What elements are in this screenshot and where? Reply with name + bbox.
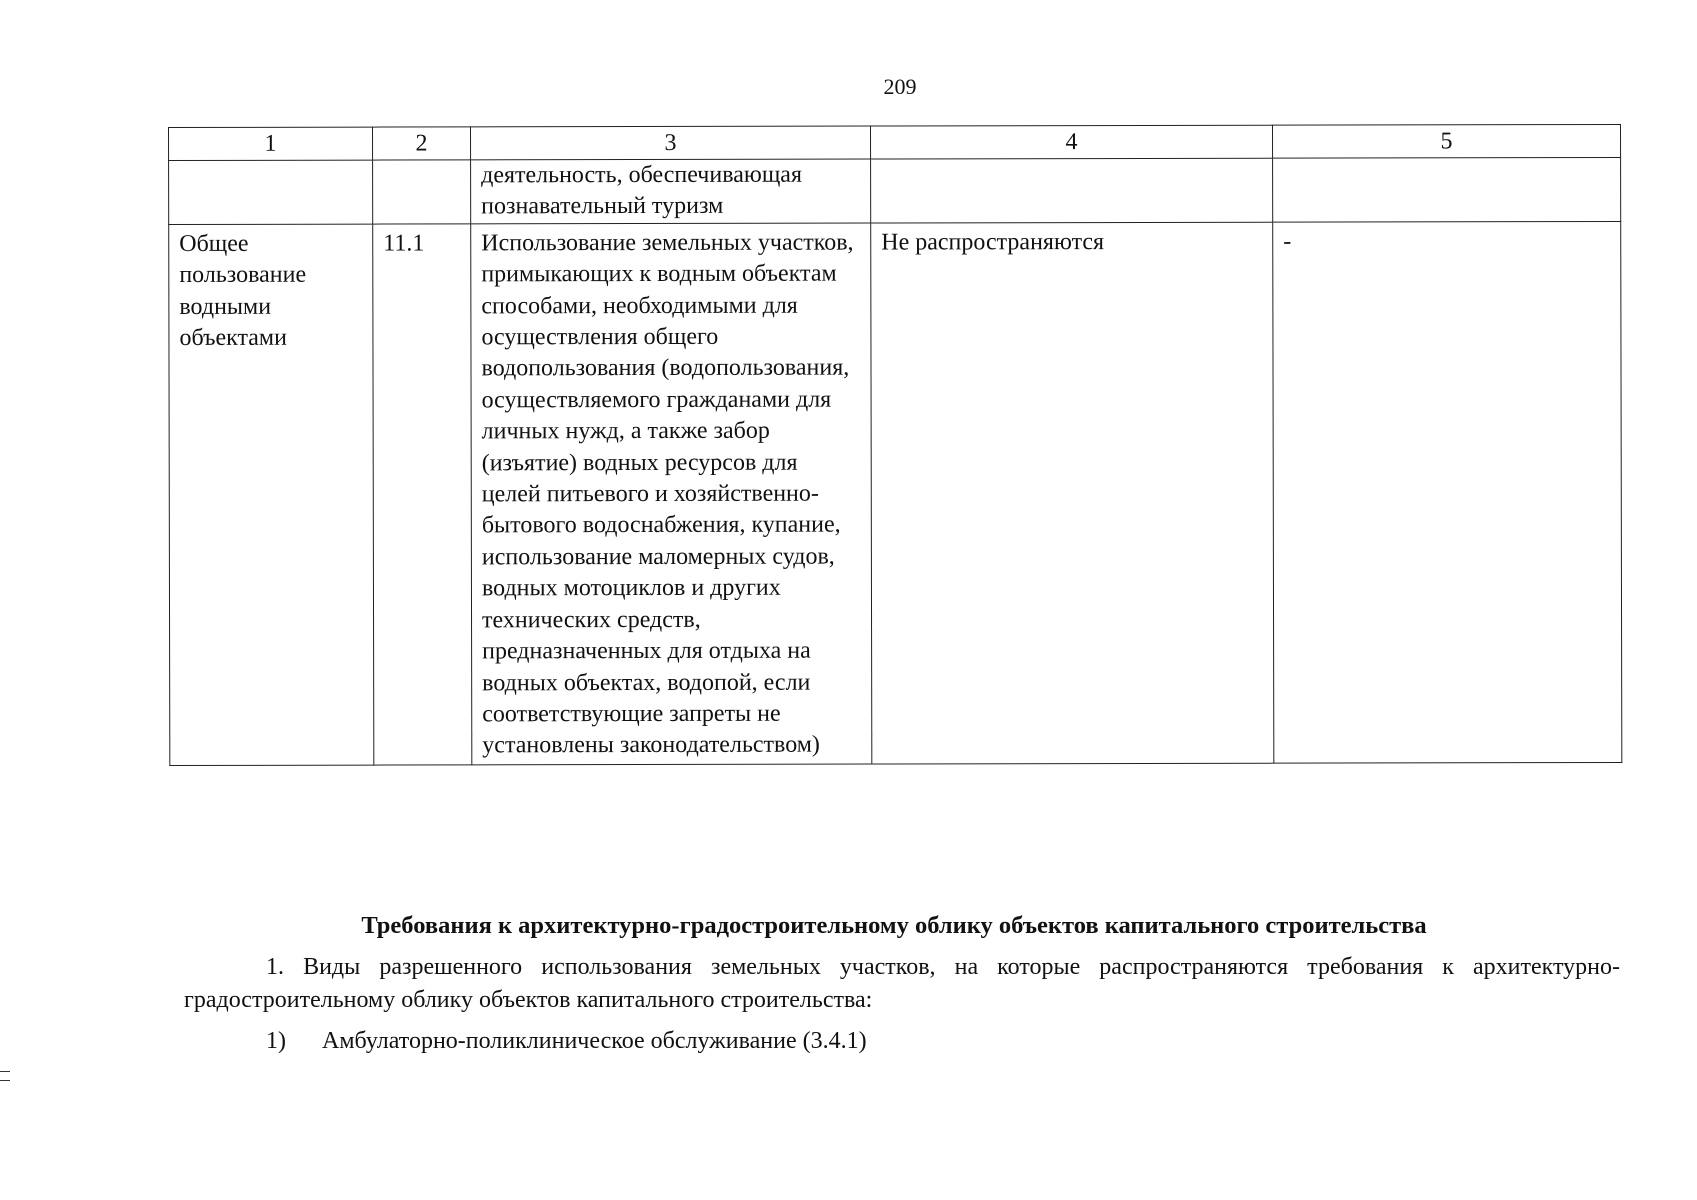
column-header-4: 4 (870, 125, 1272, 159)
cell-use-name (169, 160, 373, 224)
cell-code (373, 160, 471, 224)
cell-description: деятельность, обеспечивающая познавательный туризм (471, 159, 871, 224)
section-paragraph: 1. Виды разрешенного использования земельных участков, на которые распространяются требования к архитектурно-градостроительному облику объектов капитального строительства: (184, 954, 1620, 1013)
list-item (266, 1028, 867, 1055)
column-header-3: 3 (471, 126, 871, 160)
cell-use-name: Общее пользование водными объектами (169, 224, 374, 765)
zoning-table (168, 124, 1622, 766)
cell-parameters (871, 158, 1273, 223)
column-header-2: 2 (373, 127, 471, 160)
table-row (169, 221, 1622, 765)
cell-parameters: Не распространяются (871, 222, 1274, 764)
table-header-row (169, 124, 1621, 160)
column-header-1: 1 (169, 127, 373, 160)
margin-mark (0, 1071, 10, 1089)
cell-code: 11.1 (373, 224, 472, 765)
table-row-continued (169, 157, 1621, 224)
cell-notes (1273, 157, 1621, 222)
cell-description: Использование земельных участков, примыкающих к водным объектам способами, необходимыми для осуществления общего водопользования (водопользования, осуществляемого гражданами для личных нужд, а также забор (изъятие) водных ресурсов для целей питьевого и хозяйственно-бытового водоснабжения, купание, использование маломерных судов, водных мотоциклов и других технических средств, предназначенных для отдыха на водных объектах, водопой, если соответствующие запреты не установлены законодательством) (471, 223, 872, 765)
list-item-text: Амбулаторно-поликлиническое обслуживание (3.4.1) (322, 1028, 867, 1054)
page-number: 209 (883, 74, 917, 99)
list-item-number: 1) (266, 1028, 286, 1054)
column-header-5: 5 (1272, 124, 1620, 158)
cell-notes: - (1273, 221, 1622, 763)
section-heading: Требования к архитектурно-градостроительному облику объектов капитального строительства (361, 912, 1427, 939)
